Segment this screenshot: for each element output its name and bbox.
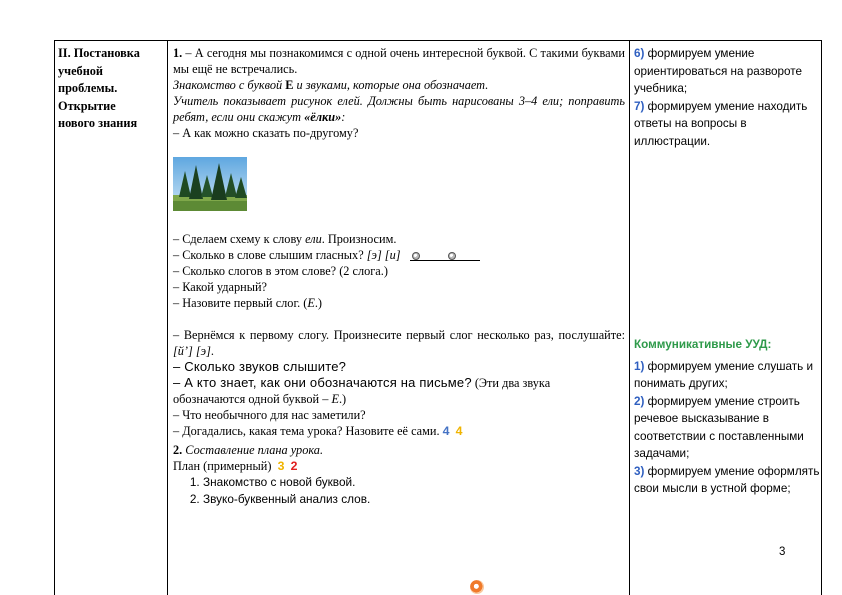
column-divider (629, 41, 630, 595)
plan-heading: 2. Составление плана урока. (173, 443, 324, 457)
stage-title-line: проблемы. (58, 81, 118, 95)
question-line: – А как можно сказать по-другому? (173, 126, 359, 140)
plan-item: 2. Звуко-буквенный анализ слов. (203, 491, 625, 508)
intro-paragraph: 1. – А сегодня мы познакомимся с одной очень интересной буквой. С такими буквами мы ещё не встречались. (173, 46, 625, 76)
question-line: – Какой ударный? (173, 280, 267, 294)
uud-item: 6) формируем умение ориентироваться на развороте учебника; (634, 47, 803, 95)
syllable-paragraph: – Вернёмся к первому слогу. Произнесите первый слог несколько раз, послушайте: [й’] [э]. (173, 328, 625, 358)
question-line: – Сколько звуков слышите? (173, 359, 347, 374)
topic-line: Знакомство с буквой Е и звуками, которые она обозначает. (173, 78, 489, 92)
teacher-instruction: Учитель показывает рисунок елей. Должны быть нарисованы 3–4 ели; поправить ребят, если они скажут «ёлки»: (173, 94, 625, 124)
uud-item: 2) формируем умение строить речевое высказывание в соответствии с поставленными задачами; (634, 394, 804, 460)
spacer (173, 311, 625, 327)
plan-list (173, 474, 625, 508)
lesson-table (54, 40, 822, 595)
stage-title-line: учебной (58, 63, 104, 78)
question-line: – Догадались, какая тема урока? Назовите её сами. 4 4 (173, 424, 463, 438)
stage-title-line: нового знания (58, 116, 138, 130)
uud-item: 7) формируем умение находить ответы на вопросы в иллюстрации. (634, 99, 808, 148)
spacer (634, 150, 820, 336)
stage-title-line: Открытие (58, 98, 116, 113)
scheme-line (410, 260, 480, 261)
slide-indicator-icon (470, 580, 484, 594)
uud-item: 1) формируем умение слушать и понимать других; (634, 359, 814, 390)
stage-title-line: II. Постановка (58, 46, 140, 60)
uud-item: 3) формируем умение оформлять свои мысли в устной форме; (634, 464, 820, 495)
teacher-activity-cell (173, 45, 625, 508)
question-line: – Сделаем схему к слову ели. Произносим. (173, 232, 397, 246)
question-line: – Сколько слогов в этом слове? (2 слога.) (173, 264, 388, 278)
question-line: – Что необычного для нас заметили? (173, 408, 366, 422)
question-line: – А кто знает, как они обозначаются на письме? (Эти два звука обозначаются одной буквой – Е.) (173, 375, 551, 406)
vowel-circle-icon (448, 252, 456, 260)
page-number: 3 (779, 546, 786, 558)
syllable-scheme (410, 250, 480, 262)
communicative-uud-heading: Коммуникативные УУД: (634, 338, 772, 351)
vowel-circle-icon (412, 252, 420, 260)
column-divider (821, 41, 822, 595)
uud-cell (634, 45, 820, 498)
column-divider (167, 41, 168, 595)
plan-label: План (примерный) 3 2 (173, 459, 298, 473)
fir-trees-picture (173, 157, 247, 211)
plan-item: 1. Знакомство с новой буквой. (203, 474, 625, 491)
stage-cell (58, 45, 166, 133)
question-line: – Назовите первый слог. (Е.) (173, 296, 323, 310)
question-line: – Сколько в слове слышим гласных? [э] [и] (173, 247, 625, 263)
